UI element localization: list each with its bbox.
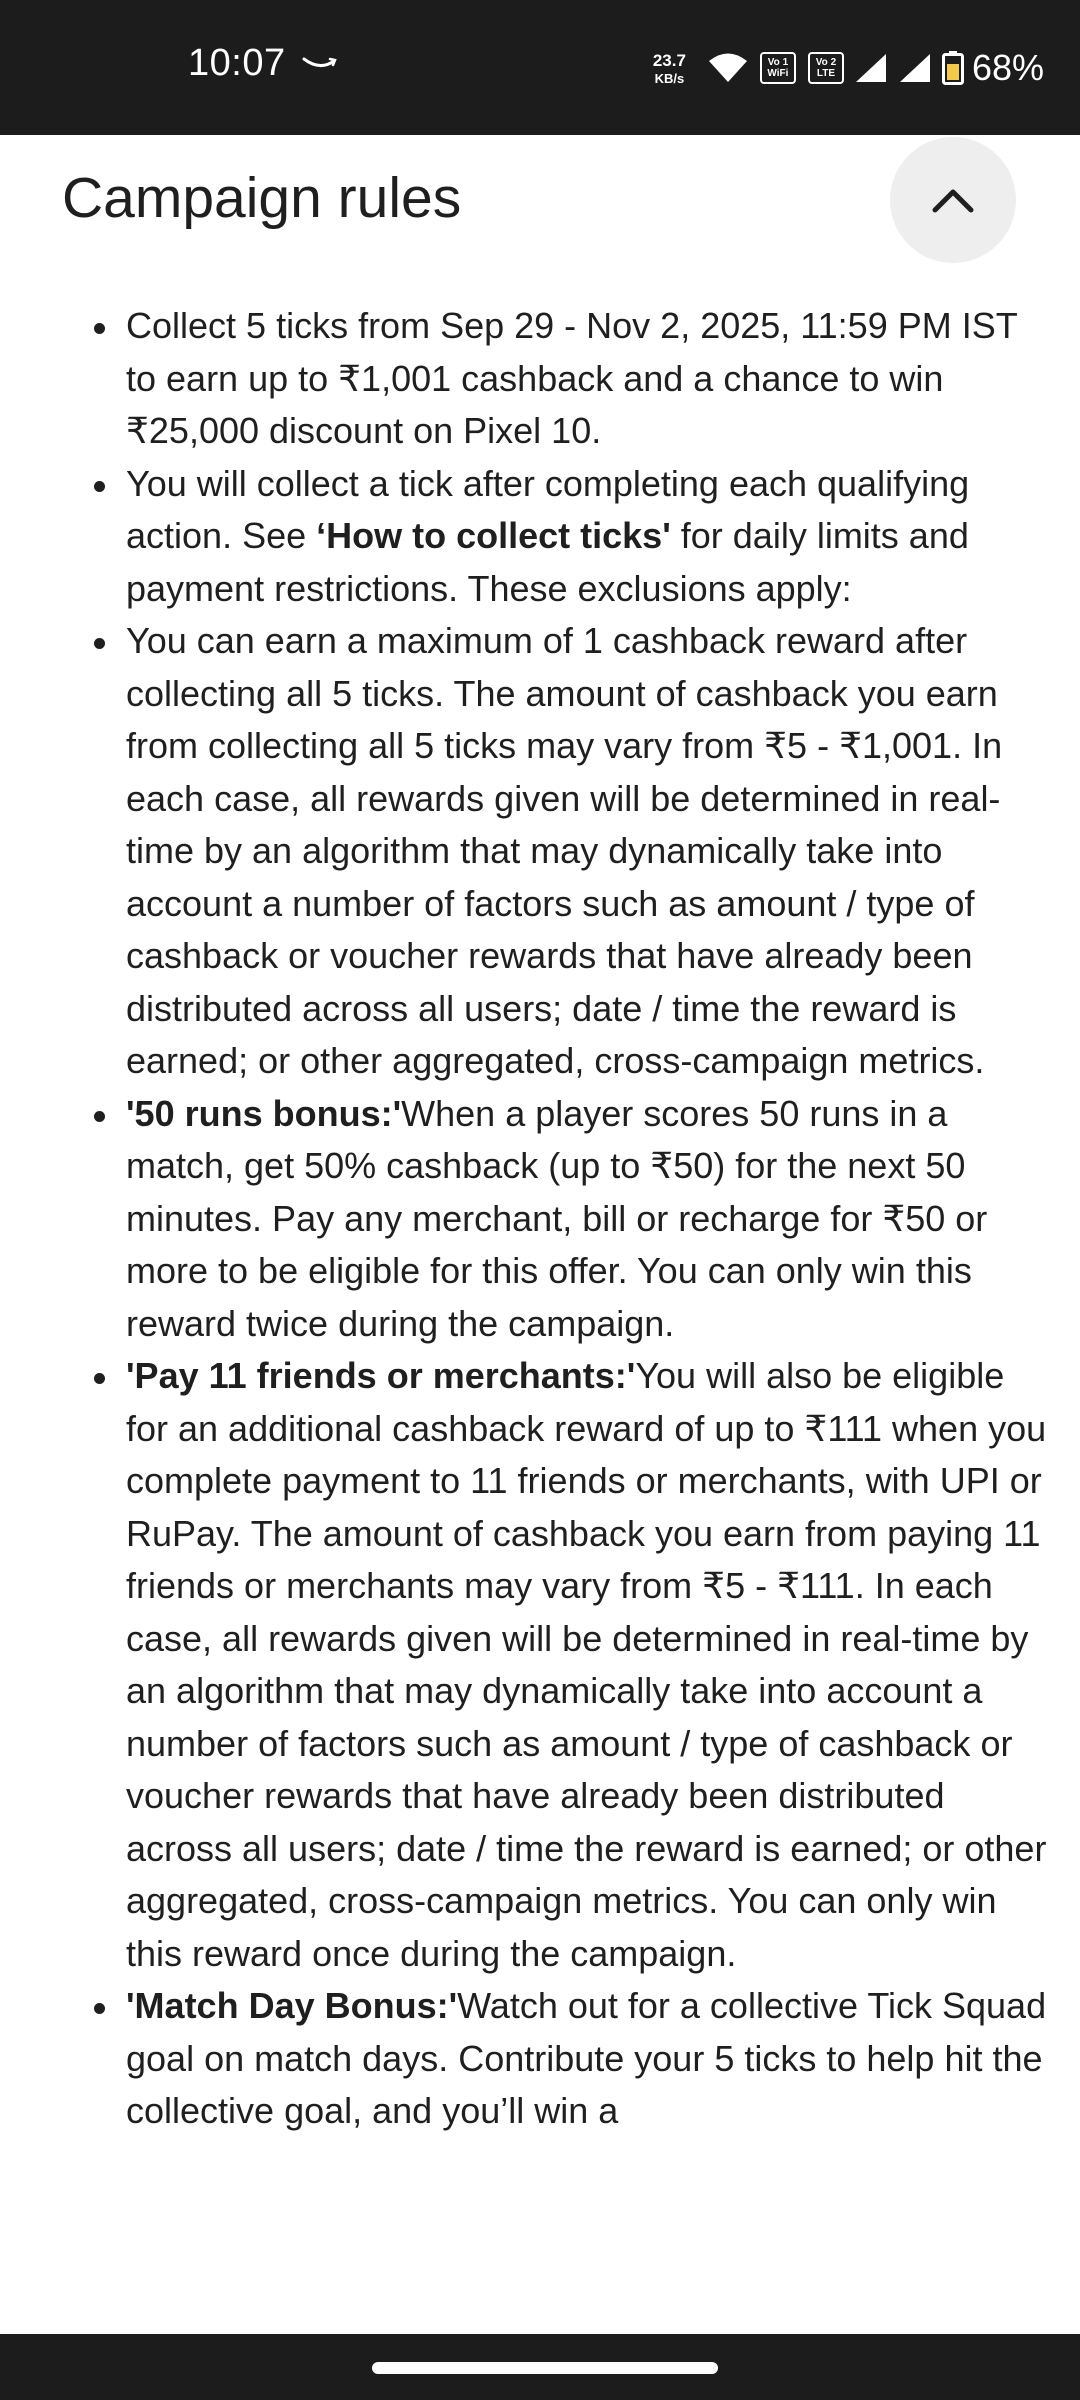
volte-line2: LTE [816, 68, 836, 79]
rule-text: You can earn a maximum of 1 cashback reward after collecting all 5 ticks. The amount of cashback you earn from collecting all 5 ticks may vary from ₹5 - ₹1,001. In each case, all rewards given will be determined in real-time by an algorithm that may dynamically take into account a number of factors such as amount / type of cashback or voucher rewards that have already been distributed across all users; date / time the reward is earned; or other aggregated, cross-campaign metrics. [126, 620, 1003, 1081]
rule-item [0, 300, 1080, 458]
rule-text: You will also be eligible for an additional cashback reward of up to ₹111 when you complete payment to 11 friends or merchants, with UPI or RuPay. The amount of cashback you earn from paying 11 friends or merchants may vary from ₹5 - ₹111. In each case, all rewards given will be determined in real-time by an algorithm that may dynamically take into account a number of factors such as amount / type of cashback or voucher rewards that have already been distributed across all users; date / time the reward is earned; or other aggregated, cross-campaign metrics. You can only win this reward once during the campaign. [126, 1355, 1047, 1974]
signal-icon [854, 52, 888, 84]
collapse-button[interactable] [890, 137, 1016, 263]
sim2-label: 2 [830, 57, 837, 68]
status-bar [0, 0, 1080, 135]
battery-percentage: 68% [971, 47, 1044, 88]
rule-text: When a player scores 50 runs in a match, get 50% cashback (up to ₹50) for the next 50 minutes. Pay any merchant, bill or recharge for ₹50 or more to be eligible for this offer. You can only win this reward twice during the campaign. [126, 1092, 988, 1344]
rule-bold-label: '50 runs bonus:' [126, 1092, 402, 1134]
rule-item [0, 1350, 1080, 1980]
rule-item [0, 615, 1080, 1088]
signal-icon-2 [898, 52, 932, 84]
rule-item [0, 458, 1080, 616]
battery-icon [942, 51, 964, 85]
sim1-label: 1 [782, 57, 789, 68]
volte-badge [808, 52, 844, 84]
volte-line1: Vo [815, 57, 828, 68]
rule-bold-label: 'Pay 11 friends or merchants:' [126, 1355, 636, 1396]
rule-item [0, 1088, 1080, 1351]
gesture-handle[interactable] [372, 2362, 718, 2374]
chevron-up-icon [931, 186, 975, 214]
page-title: Campaign rules [62, 166, 462, 230]
network-speed-value: 23.7 [652, 50, 686, 70]
vowifi-line1: Vo [767, 57, 780, 68]
network-speed [653, 52, 686, 85]
navigation-bar [0, 2334, 1080, 2400]
rule-text: Watch out for a collective Tick Squad goal on match days. Contribute your 5 ticks to help hit the collective goal, and you’ll win a [126, 1985, 1047, 2131]
campaign-rules-header [0, 135, 1080, 265]
rule-item [0, 1980, 1080, 2138]
rule-text: for daily limits and payment restrictions. These exclusions apply: [126, 515, 969, 609]
rule-bold-label: ‘How to collect ticks' [316, 515, 671, 556]
vowifi-badge [760, 52, 796, 84]
rule-bold-label: 'Match Day Bonus:' [126, 1985, 458, 2026]
rule-text: Collect 5 ticks from Sep 29 - Nov 2, 2025, 11:59 PM IST to earn up to ₹1,001 cashback and a chance to win ₹25,000 discount on Pixel 10. [126, 305, 1018, 451]
status-time: 10:07 [188, 42, 286, 84]
network-speed-unit: KB/s [654, 70, 685, 86]
wifi-icon [708, 52, 748, 84]
amazon-smile-icon [300, 55, 340, 73]
rules-list [0, 300, 1080, 2332]
rule-text-pre: You will collect a tick after completing each qualifying action. See [126, 462, 970, 556]
vowifi-line2: WiFi [767, 68, 789, 79]
